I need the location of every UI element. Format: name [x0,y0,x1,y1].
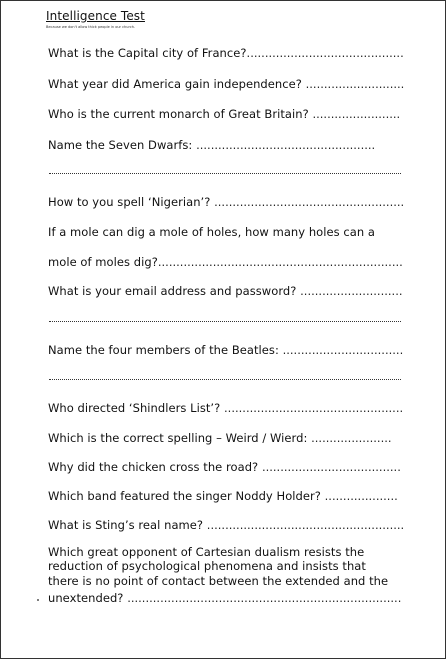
question-6-text-line2: mole of moles dig? [48,255,158,269]
question-13 [48,518,404,532]
question-5 [48,195,404,209]
answer-blank-13[interactable]: ...................................................... [206,518,405,532]
answer-blank-10[interactable]: ...................... [311,431,392,445]
question-11 [48,460,401,474]
question-4 [48,138,375,152]
question-8-text: Name the four members of the Beatles: [48,343,279,357]
question-12-text: Which band featured the singer Noddy Holder? [48,489,321,503]
question-8 [48,343,403,357]
paper-speck [37,599,39,601]
question-6-text-line1: If a mole can dig a mole of holes, how many holes can a [48,225,375,239]
question-6 [48,225,375,239]
question-14-text-line1: Which great opponent of Cartesian dualism resists the [48,545,365,559]
question-6-cont [48,255,403,269]
question-4-text: Name the Seven Dwarfs: [48,138,193,152]
question-7 [48,284,403,298]
answer-blank-9[interactable]: ................................................. [224,401,404,415]
question-3-text: Who is the current monarch of Great Britain? [48,107,309,121]
question-14-text-line2: reduction of psychological phenomena and insists that [48,559,366,573]
question-10 [48,431,392,445]
question-14 [48,545,364,559]
answer-blank-14[interactable]: ........................................................................... [127,591,402,605]
answer-blank-11[interactable]: ...................................... [261,460,401,474]
question-14-cont3 [48,591,401,605]
answer-blank-3[interactable]: ........................ [312,107,401,121]
answer-blank-7[interactable]: ............................ [300,284,403,298]
answer-line-4b[interactable] [49,173,401,174]
answer-blank-8[interactable]: ................................. [282,343,404,357]
answer-blank-12[interactable]: .................... [324,489,398,503]
question-13-text: What is Sting’s real name? [48,518,204,532]
question-14-cont2 [48,574,388,588]
question-14-cont1 [48,559,366,573]
question-10-text: Which is the correct spelling – Weird / Wierd: [48,431,308,445]
answer-blank-4[interactable]: ................................................. [196,138,376,152]
question-11-text: Why did the chicken cross the road? [48,460,259,474]
question-12 [48,489,398,503]
answer-blank-5[interactable]: .................................................... [214,195,405,209]
question-3 [48,107,400,121]
page-subtitle: Because we don't allow thick people in our church. [46,25,136,29]
answer-blank-6[interactable]: ................................................................... [157,255,403,269]
question-14-text-line3: there is no point of contact between the extended and the [48,574,389,588]
question-9-text: Who directed ‘Shindlers List’? [48,401,221,415]
answer-blank-1[interactable]: ........................................... [246,46,404,60]
question-9 [48,401,403,415]
answer-blank-2[interactable]: ........................... [305,77,405,91]
page-title: Intelligence Test [46,9,145,23]
question-7-text: What is your email address and password? [48,284,297,298]
question-5-text: How to you spell ‘Nigerian’? [48,195,211,209]
question-1 [48,46,404,60]
question-14-text-line4: unextended? [48,591,124,605]
question-2 [48,77,404,91]
question-2-text: What year did America gain independence? [48,77,302,91]
question-1-text: What is the Capital city of France? [48,46,247,60]
answer-line-8b[interactable] [49,379,401,380]
answer-line-7b[interactable] [49,321,401,322]
